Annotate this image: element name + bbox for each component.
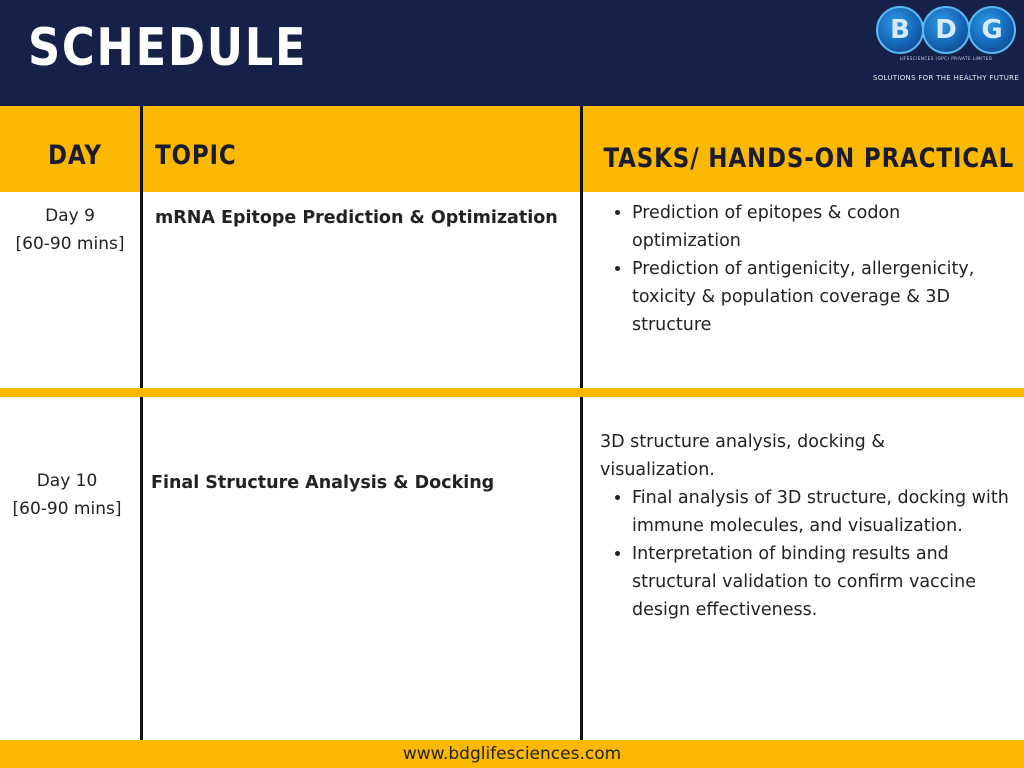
column-divider-1 [140, 106, 143, 740]
page-title: SCHEDULE [28, 18, 308, 78]
column-header-topic: TOPIC [155, 140, 237, 171]
task-item: • Prediction of antigenicity, allergenicity, toxicity & population coverage & 3D structure [632, 255, 1010, 339]
duration-label: [60-90 mins] [12, 499, 122, 519]
task-item: • Final analysis of 3D structure, docking with immune molecules, and visualization. [632, 484, 1010, 540]
day-9-cell [0, 202, 140, 258]
column-divider-2 [580, 106, 583, 740]
logo-tagline: SOLUTIONS FOR THE HEALTHY FUTURE [872, 74, 1020, 82]
row-separator [0, 388, 1024, 397]
logo-letter-b: B [876, 6, 924, 54]
tasks-day-10 [600, 428, 1010, 624]
footer-website: www.bdglifesciences.com [0, 740, 1024, 768]
day-label: Day 9 [45, 206, 95, 226]
tasks-intro: 3D structure analysis, docking & visualization. [600, 432, 885, 480]
logo-letter-d: D [922, 6, 970, 54]
day-label: Day 10 [36, 471, 98, 491]
logo-circles [876, 4, 1016, 56]
duration-label: [60-90 mins] [15, 234, 125, 254]
task-list [600, 484, 1010, 624]
column-header-tasks: TASKS/ HANDS-ON PRACTICAL [603, 143, 1014, 174]
day-10-cell [0, 467, 134, 523]
topic-day-9: mRNA Epitope Prediction & Optimization [155, 208, 558, 228]
tasks-day-9 [600, 199, 1010, 339]
logo-company-name: LIFESCIENCES (OPC) PRIVATE LIMITED [899, 56, 993, 61]
task-item: • Interpretation of binding results and structural validation to confirm vaccine design effectiveness. [632, 540, 1010, 624]
logo-letter-g: G [968, 6, 1016, 54]
bdg-logo [868, 4, 1024, 84]
column-header-day: DAY [48, 140, 102, 171]
topic-day-10: Final Structure Analysis & Docking [151, 473, 495, 493]
task-list [600, 199, 1010, 339]
task-item: • Prediction of epitopes & codon optimization [632, 199, 1010, 255]
